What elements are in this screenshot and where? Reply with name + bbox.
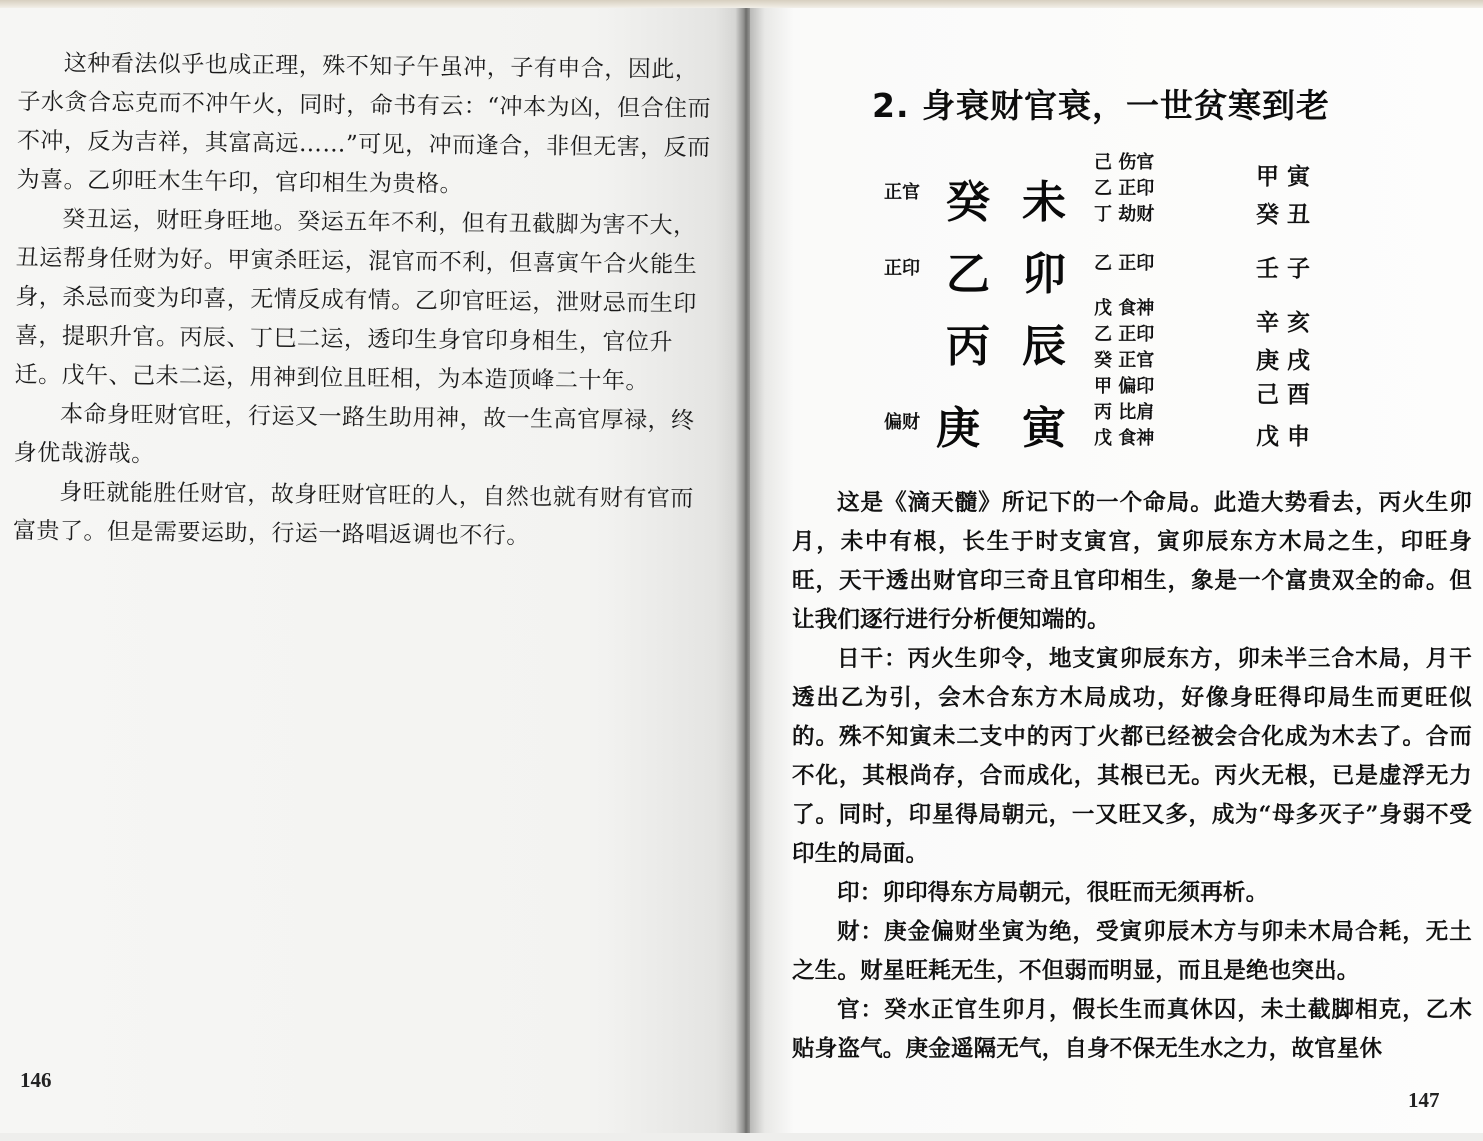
pillar-1-stem: 癸	[946, 177, 990, 228]
pillar-4-hidden-stems	[1094, 374, 1154, 452]
bleed-through-text	[500, 648, 522, 679]
right-page-body	[792, 484, 1472, 1069]
pillar-1-label: 正官	[884, 182, 920, 203]
luck-pillar-3: 壬子	[1256, 255, 1318, 282]
pillar-2-label: 正印	[884, 258, 920, 279]
right-paragraph-2: 日干：丙火生卯令，地支寅卯辰东方，卯未半三合木局，月干透出乙为引，会木合东方木局成功，好像身旺得印局生而更旺似的。殊不知寅未二支中的丙丁火都已经被会合化成为木去了。合而不化，其根尚存，合而成化，其根已无。丙火无根，已是虚浮无力了。同时，印星得局朝元，一又旺又多，成为“母多灭子”身弱不受印生的局面。	[792, 646, 1472, 867]
pillar-3-stem: 丙	[946, 321, 990, 372]
right-page-number: 147	[1408, 1088, 1440, 1112]
left-paragraph-3: 本命身旺财官旺，行运又一路生助用神，故一生高官厚禄，终身优哉游哉。	[13, 401, 695, 468]
hidden-stem: 乙 正印	[1094, 324, 1155, 345]
left-paragraph-1: 这种看法似乎也成正理，殊不知子午虽冲，子有申合，因此，子水贪合忘克而不冲午火，同时，命书有云：“冲本为凶，但合住而不冲，反为吉祥，其富高远……”可见，冲而逢合，非但无害，反而为喜。乙卯旺木生午印，官印相生为贵格。	[16, 50, 712, 198]
pillar-3-hidden-stems	[1094, 296, 1154, 374]
right-paragraph-4: 财：庚金偏财坐寅为绝，受寅卯辰木方与卯未木局合耗，无土之生。财星旺耗无生，不但弱而明显，而且是绝也突出。	[792, 919, 1472, 984]
right-paragraph-1: 这是《滴天髓》所记下的一个命局。此造大势看去，丙火生卯月，未中有根，长生于时支寅宫，寅卯辰东方木局之生，印旺身旺，天干透出财官印三奇且官印相生，象是一个富贵双全的命。但让我们逐行进行分析便知端的。	[792, 490, 1472, 633]
right-page	[750, 8, 1483, 1133]
luck-pillar-1: 甲寅	[1256, 163, 1318, 190]
hidden-stem: 甲 偏印	[1094, 376, 1155, 397]
luck-pillar-7: 戊申	[1256, 423, 1318, 450]
pillar-1-branch: 未	[1022, 177, 1066, 228]
pillar-3-branch: 辰	[1022, 321, 1066, 372]
hidden-stem: 戊 食神	[1094, 428, 1155, 449]
luck-pillar-4: 辛亥	[1256, 309, 1318, 336]
pillar-1-hidden-stems	[1094, 150, 1154, 228]
hidden-stem: 丁 劫财	[1094, 204, 1155, 225]
left-page-number: 146	[20, 1068, 52, 1092]
hidden-stem: 乙 正印	[1094, 253, 1155, 274]
section-title: 2. 身衰财官衰，一世贫寒到老	[872, 86, 1330, 125]
pillar-2-hidden-stems	[1094, 251, 1154, 277]
pillar-4-label: 偏财	[884, 412, 920, 433]
pillar-2-stem: 乙	[946, 249, 990, 300]
left-page-body	[13, 44, 718, 558]
hidden-stem: 己 伤官	[1094, 152, 1155, 173]
right-paragraph-3: 印：卯印得东方局朝元，很旺而无须再析。	[837, 880, 1269, 906]
page-top-edge	[0, 0, 1483, 8]
bazi-chart	[750, 138, 1483, 468]
luck-pillar-5: 庚戌	[1256, 347, 1318, 374]
luck-pillar-6: 己酉	[1256, 381, 1318, 408]
pillar-4-branch: 寅	[1022, 403, 1066, 454]
pillar-2-branch: 卯	[1022, 249, 1066, 300]
hidden-stem: 丙 比肩	[1094, 402, 1155, 423]
luck-pillar-2: 癸丑	[1256, 201, 1318, 228]
right-paragraph-5: 官：癸水正官生卯月，假长生而真休囚，未土截脚相克，乙木贴身盗气。庚金遥隔无气，自身不保无生水之力，故官星休	[792, 997, 1472, 1062]
hidden-stem: 癸 正官	[1094, 350, 1155, 371]
left-paragraph-4: 身旺就能胜任财官，故身旺财官旺的人，自然也就有财有官而富贵了。但是需要运助，行运一路唱返调也不行。	[12, 479, 694, 550]
pillar-4-stem: 庚	[936, 403, 980, 454]
left-page	[0, 8, 745, 1133]
page-bottom-edge	[0, 1133, 1483, 1141]
hidden-stem: 戊 食神	[1094, 298, 1155, 319]
left-paragraph-2: 癸丑运，财旺身旺地。癸运五年不利，但有丑截脚为害不大，丑运帮身任财为好。甲寅杀旺运，混官而不利，但喜寅午合火能生身，杀忌而变为印喜，无情反成有情。乙卯官旺运，泄财忌而生印喜，提职升官。丙辰、丁巳二运，透印生身官印身相生，官位升迁。戊午、己未二运，用神到位且旺相，为本造顶峰二十年。	[14, 206, 698, 395]
hidden-stem: 乙 正印	[1094, 178, 1155, 199]
